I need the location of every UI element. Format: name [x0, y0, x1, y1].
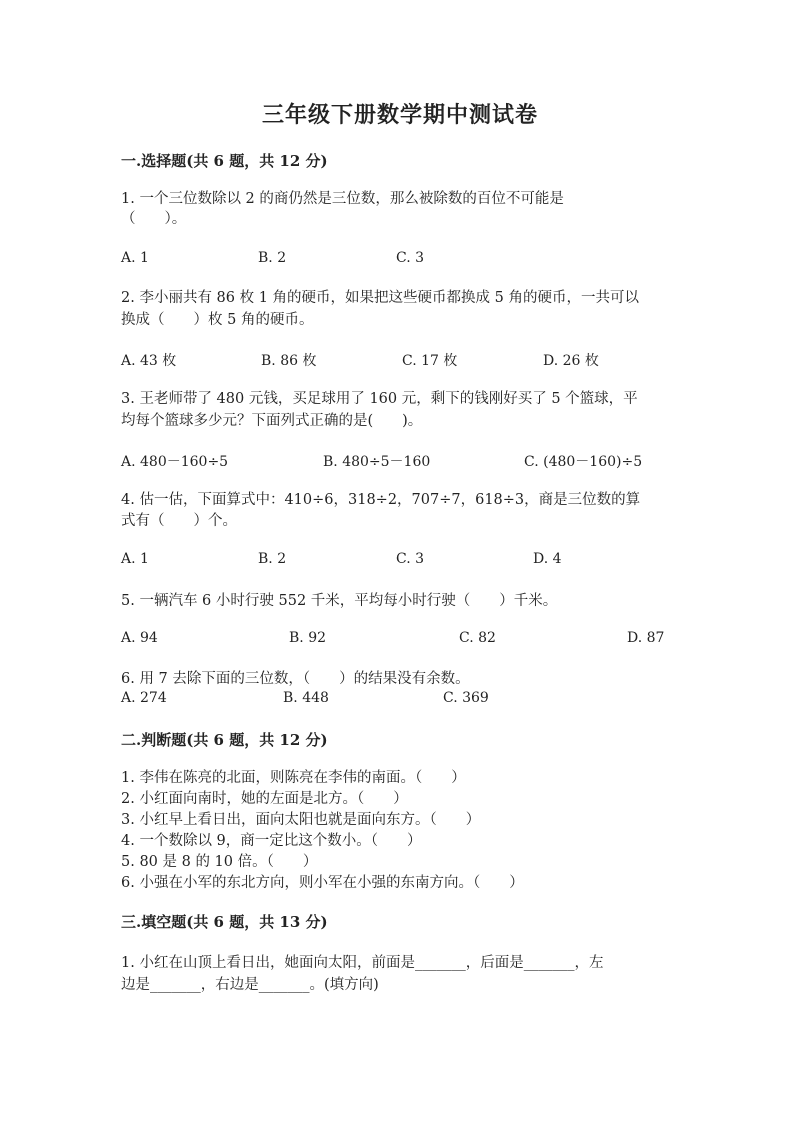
- judge-item-6: 6. 小强在小军的东北方向，则小军在小强的东南方向。（ ）: [121, 875, 524, 891]
- question-6-option-c: C. 369: [443, 690, 489, 706]
- question-1-line-1: 1. 一个三位数除以 2 的商仍然是三位数，那么被除数的百位不可能是: [121, 191, 564, 207]
- question-4-line-2: 式有（ ）个。: [121, 513, 237, 529]
- question-3-line-2: 均每个篮球多少元？下面列式正确的是( )。: [121, 413, 423, 429]
- question-2-option-c: C. 17 枚: [402, 353, 458, 369]
- judge-item-4: 4. 一个数除以 9，商一定比这个数小。（ ）: [121, 833, 422, 849]
- question-5-option-c: C. 82: [459, 630, 496, 646]
- judge-item-2: 2. 小红面向南时，她的左面是北方。（ ）: [121, 791, 408, 807]
- question-1-line-2: （ ）。: [121, 211, 187, 227]
- page-title: 三年级下册数学期中测试卷: [261, 102, 538, 128]
- question-2-line-1: 2. 李小丽共有 86 枚 1 角的硬币，如果把这些硬币都换成 5 角的硬币，一共可以: [121, 290, 639, 306]
- judge-item-3: 3. 小红早上看日出，面向太阳也就是面向东方。（ ）: [121, 812, 481, 828]
- question-5-option-b: B. 92: [289, 630, 327, 646]
- question-5-line-1: 5. 一辆汽车 6 小时行驶 552 千米，平均每小时行驶（ ）千米。: [121, 593, 558, 609]
- judge-item-5: 5. 80 是 8 的 10 倍。（ ）: [121, 854, 318, 870]
- question-3-option-a: A. 480－160÷5: [121, 454, 229, 470]
- question-2-option-b: B. 86 枚: [261, 353, 317, 369]
- question-6-line-1: 6. 用 7 去除下面的三位数，（ ）的结果没有余数。: [121, 671, 470, 687]
- section-heading-judge: 二.判断题(共 6 题，共 12 分): [121, 731, 328, 749]
- question-1-option-c: C. 3: [396, 250, 425, 266]
- fill-question-1-line-1: 1. 小红在山顶上看日出，她面向太阳，前面是_______，后面是_______，左: [121, 955, 604, 971]
- judge-item-1: 1. 李伟在陈亮的北面，则陈亮在李伟的南面。（ ）: [121, 770, 466, 786]
- question-2-option-a: A. 43 枚: [121, 353, 177, 369]
- question-3-line-1: 3. 王老师带了 480 元钱，买足球用了 160 元，剩下的钱刚好买了 5 个篮球，平: [121, 391, 638, 407]
- question-2-option-d: D. 26 枚: [543, 353, 599, 369]
- question-1-option-a: A. 1: [121, 250, 149, 266]
- question-5-option-d: D. 87: [627, 630, 665, 646]
- fill-question-1-line-2: 边是_______，右边是_______。(填方向): [121, 977, 379, 993]
- question-4-line-1: 4. 估一估，下面算式中：410÷6，318÷2，707÷7，618÷3，商是三位数的算: [121, 492, 641, 508]
- question-2-line-2: 换成（ ）枚 5 角的硬币。: [121, 312, 314, 328]
- question-4-option-d: D. 4: [533, 551, 562, 567]
- question-6-option-a: A. 274: [121, 690, 167, 706]
- section-heading-choice: 一.选择题(共 6 题，共 12 分): [121, 152, 328, 170]
- question-4-option-b: B. 2: [258, 551, 287, 567]
- question-4-option-c: C. 3: [396, 551, 425, 567]
- question-6-option-b: B. 448: [283, 690, 329, 706]
- question-1-option-b: B. 2: [258, 250, 287, 266]
- question-3-option-c: C. (480－160)÷5: [524, 454, 643, 470]
- section-heading-fill: 三.填空题(共 6 题，共 13 分): [121, 913, 328, 931]
- question-5-option-a: A. 94: [121, 630, 158, 646]
- question-3-option-b: B. 480÷5－160: [323, 454, 431, 470]
- question-4-option-a: A. 1: [121, 551, 149, 567]
